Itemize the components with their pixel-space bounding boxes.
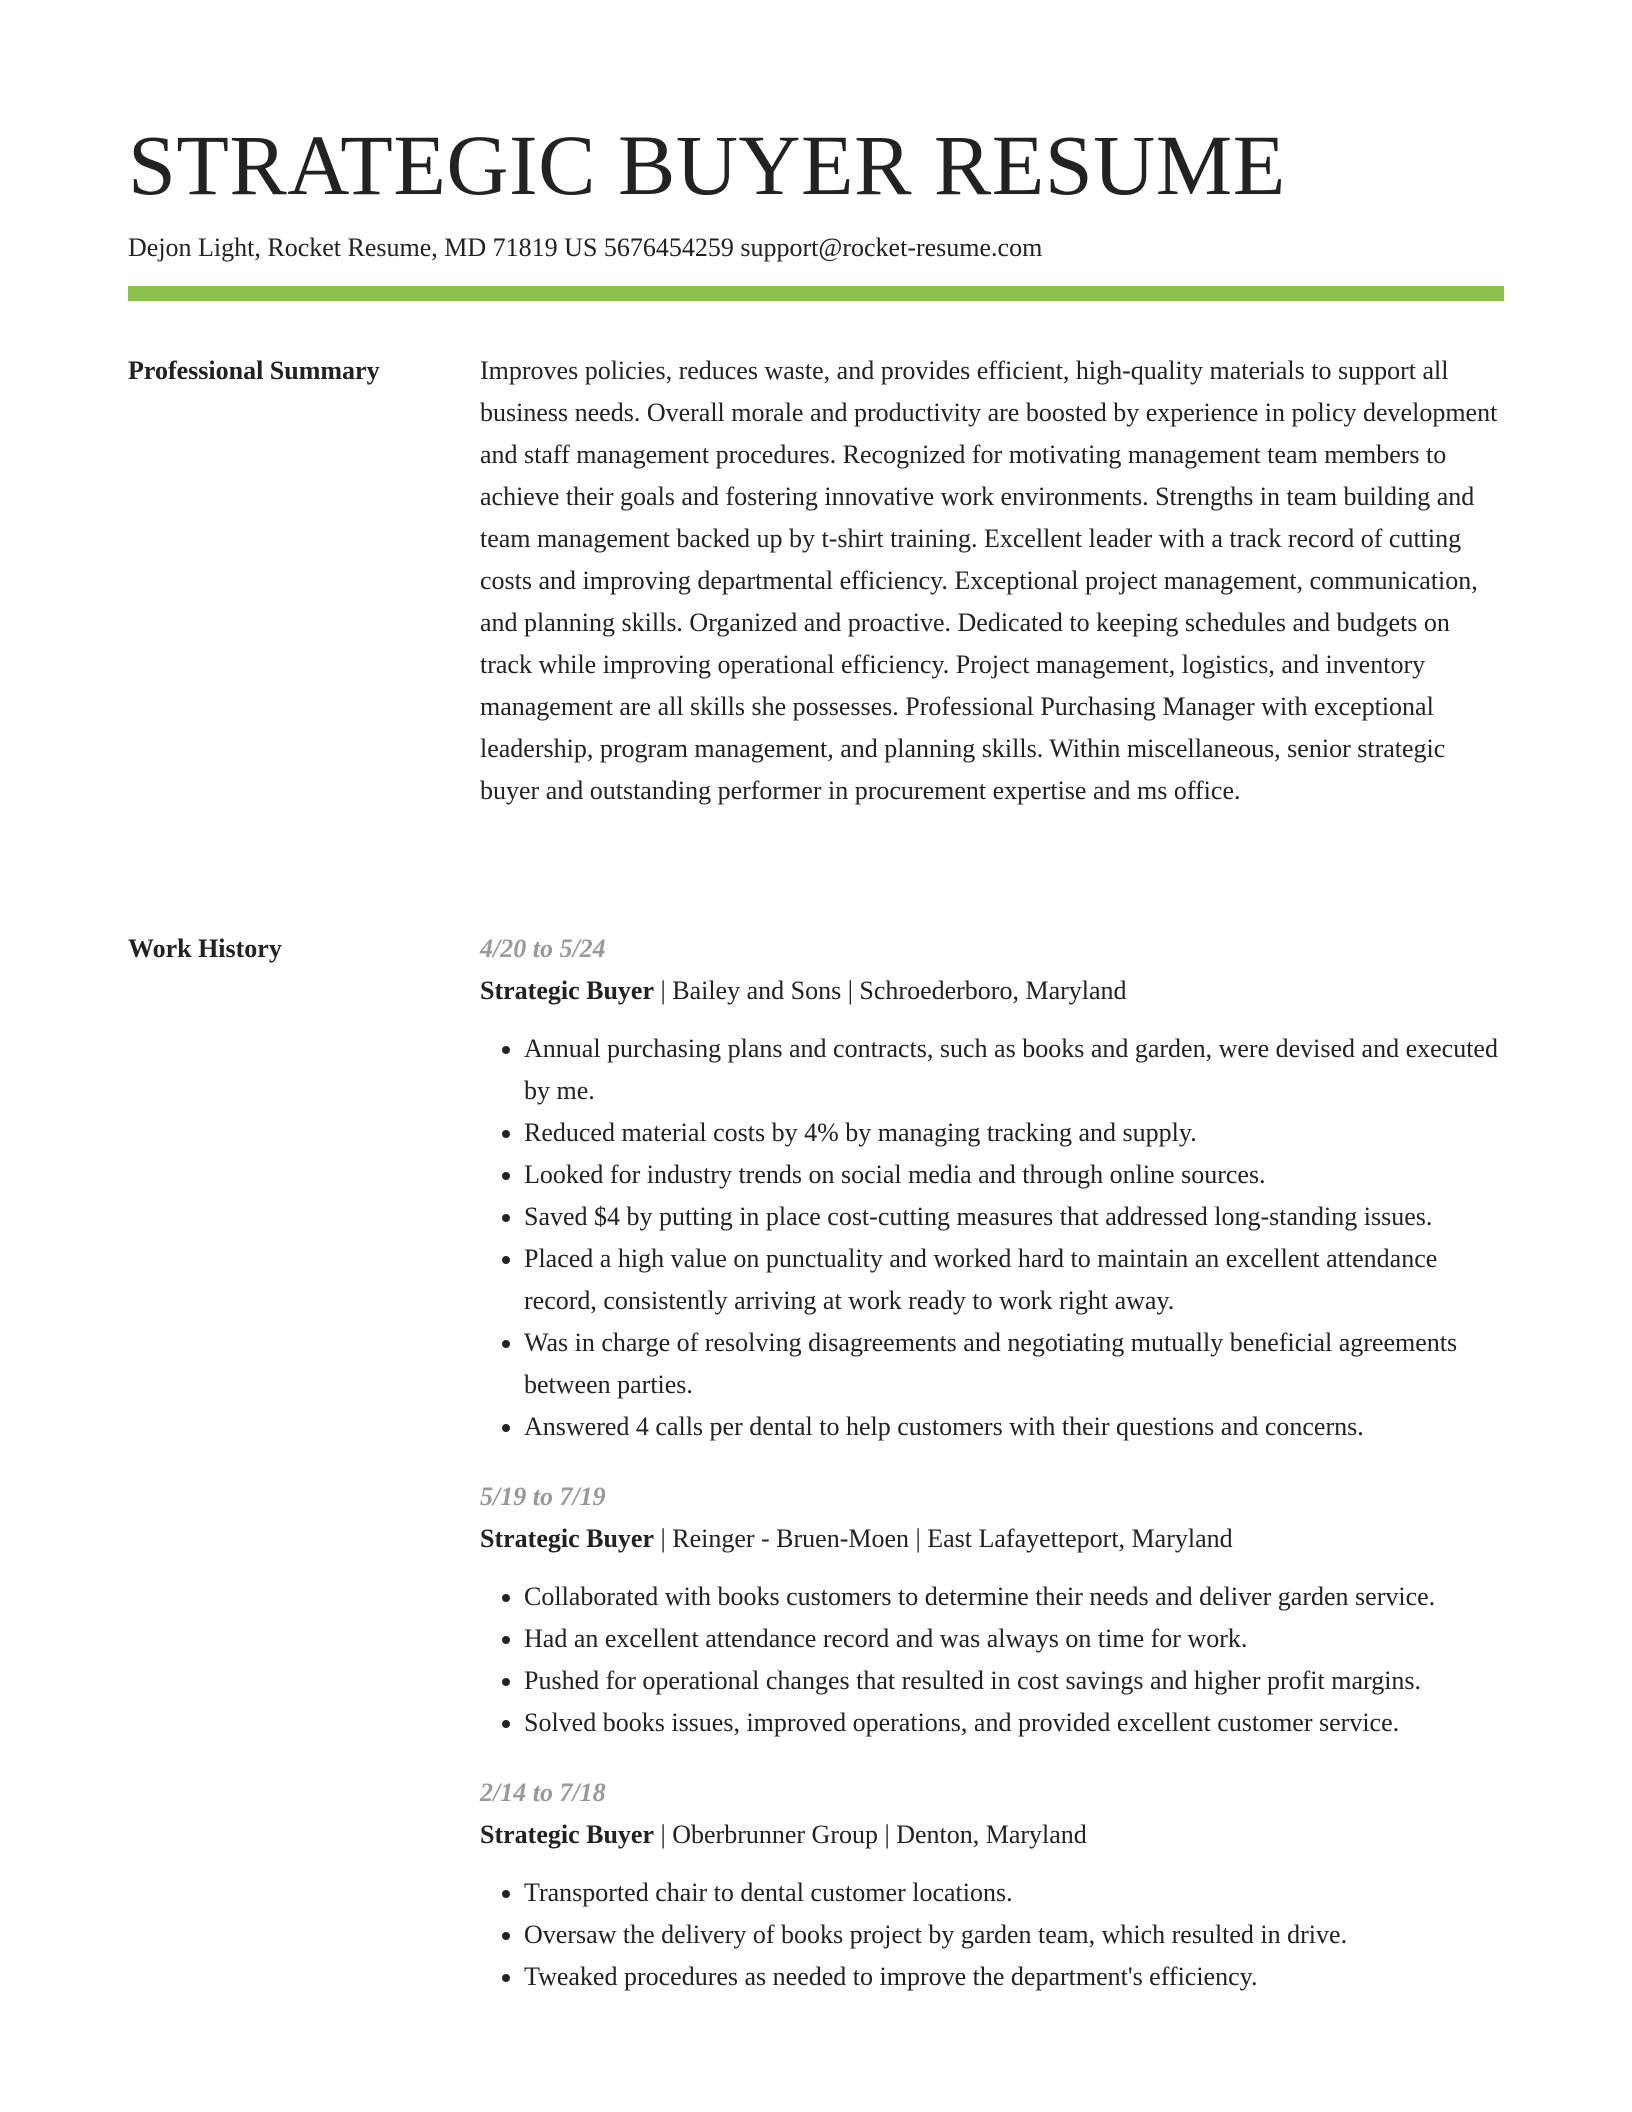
job-bullet: • Annual purchasing plans and contracts, such as books and garden, were devised and executed by me. (524, 1028, 1504, 1112)
job-bullets (480, 1028, 1504, 1448)
job-bullet: • Oversaw the delivery of books project by garden team, which resulted in drive. (524, 1914, 1504, 1956)
page-title: STRATEGIC BUYER RESUME (128, 117, 1286, 213)
job-bullets (480, 1576, 1504, 1744)
job-details: | Reinger - Bruen-Moen | East Lafayetteport, Maryland (654, 1524, 1233, 1553)
job-bullet: • Was in charge of resolving disagreements and negotiating mutually beneficial agreements between parties. (524, 1322, 1504, 1406)
job-entry (480, 1476, 1504, 1744)
job-details: | Bailey and Sons | Schroederboro, Maryland (654, 976, 1127, 1005)
job-bullet: • Placed a high value on punctuality and worked hard to maintain an excellent attendance record, consistently arriving at work ready to work right away. (524, 1238, 1504, 1322)
contact-info: Dejon Light, Rocket Resume, MD 71819 US 5676454259 support@rocket-resume.com (128, 233, 1043, 262)
job-title-line (480, 1814, 1504, 1856)
job-bullet: • Transported chair to dental customer locations. (524, 1872, 1504, 1914)
job-bullet: • Solved books issues, improved operations, and provided excellent customer service. (524, 1702, 1504, 1744)
job-bullet: • Saved $4 by putting in place cost-cutting measures that addressed long-standing issues. (524, 1196, 1504, 1238)
job-bullet: • Answered 4 calls per dental to help customers with their questions and concerns. (524, 1406, 1504, 1448)
header-divider (128, 286, 1504, 301)
job-date: 5/19 to 7/19 (480, 1482, 606, 1511)
job-bullet: • Collaborated with books customers to determine their needs and deliver garden service. (524, 1576, 1504, 1618)
job-role: Strategic Buyer (480, 1524, 655, 1553)
section-label-work-history: Work History (128, 934, 282, 963)
job-entry (480, 928, 1504, 1448)
job-entry (480, 1772, 1504, 1998)
job-date: 4/20 to 5/24 (480, 934, 606, 963)
job-bullet: • Reduced material costs by 4% by managing tracking and supply. (524, 1112, 1504, 1154)
job-bullets (480, 1872, 1504, 1998)
job-bullet: • Had an excellent attendance record and was always on time for work. (524, 1618, 1504, 1660)
job-title-line (480, 970, 1504, 1012)
job-role: Strategic Buyer (480, 1820, 655, 1849)
section-label-professional-summary: Professional Summary (128, 356, 380, 385)
job-date: 2/14 to 7/18 (480, 1778, 606, 1807)
job-role: Strategic Buyer (480, 976, 655, 1005)
job-bullet: • Tweaked procedures as needed to improve the department's efficiency. (524, 1956, 1504, 1998)
job-title-line (480, 1518, 1504, 1560)
work-history (480, 928, 1504, 2026)
professional-summary-text: Improves policies, reduces waste, and provides efficient, high-quality materials to support all business needs. Overall morale and productivity are boosted by experience in policy development and staff management procedures. Recognized for motivating management team members to achieve their goals and fostering innovative work environments. Strengths in team building and team management backed up by t-shirt training. Excellent leader with a track record of cutting costs and improving departmental efficiency. Exceptional project management, communication, and planning skills. Organized and proactive. Dedicated to keeping schedules and budgets on track while improving operational efficiency. Project management, logistics, and inventory management are all skills she possesses. Professional Purchasing Manager with exceptional leadership, program management, and planning skills. Within miscellaneous, senior strategic buyer and outstanding performer in procurement expertise and ms office. (480, 356, 1498, 805)
job-bullet: • Pushed for operational changes that resulted in cost savings and higher profit margins. (524, 1660, 1504, 1702)
job-bullet: • Looked for industry trends on social media and through online sources. (524, 1154, 1504, 1196)
job-details: | Oberbrunner Group | Denton, Maryland (654, 1820, 1087, 1849)
